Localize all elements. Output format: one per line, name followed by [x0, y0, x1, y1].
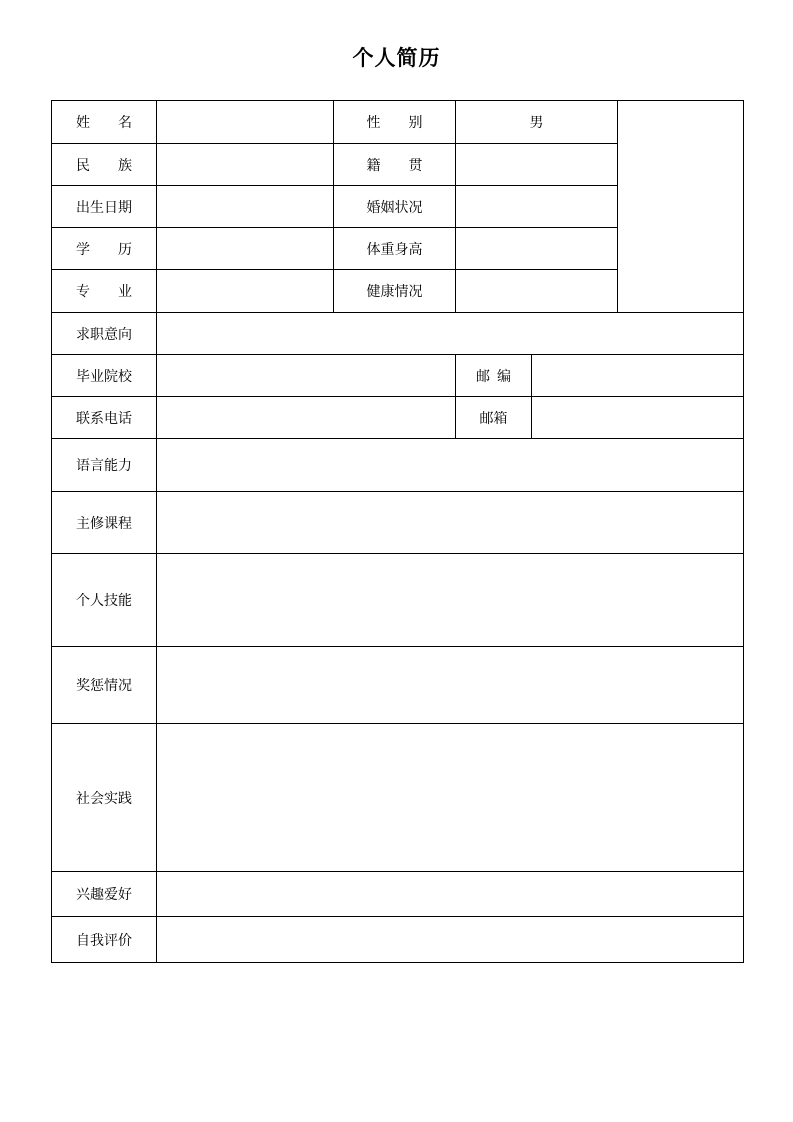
marital-status-value[interactable]: [456, 186, 618, 228]
major-value[interactable]: [157, 270, 334, 313]
school-label: 毕业院校: [52, 355, 157, 397]
row-self-evaluation: [52, 917, 744, 963]
school-value[interactable]: [157, 355, 456, 397]
self-evaluation-value[interactable]: [157, 917, 744, 963]
row-school-postcode: [52, 355, 744, 397]
major-label: 专 业: [52, 270, 157, 313]
gender-label: 性 别: [334, 101, 456, 144]
marital-status-label: 婚姻状况: [334, 186, 456, 228]
phone-label: 联系电话: [52, 397, 157, 439]
social-practice-value[interactable]: [157, 724, 744, 872]
height-weight-label: 体重身高: [334, 228, 456, 270]
resume-table: [51, 100, 744, 963]
row-hobbies: [52, 872, 744, 917]
gender-value[interactable]: 男: [456, 101, 618, 144]
name-label: 姓 名: [52, 101, 157, 144]
skills-label: 个人技能: [52, 554, 157, 647]
job-intention-value[interactable]: [157, 313, 744, 355]
awards-value[interactable]: [157, 647, 744, 724]
email-label: 邮箱: [456, 397, 532, 439]
courses-label: 主修课程: [52, 492, 157, 554]
health-value[interactable]: [456, 270, 618, 313]
hobbies-value[interactable]: [157, 872, 744, 917]
row-name-gender: [52, 101, 744, 144]
birth-date-label: 出生日期: [52, 186, 157, 228]
height-weight-value[interactable]: [456, 228, 618, 270]
photo-box[interactable]: [618, 101, 744, 313]
hobbies-label: 兴趣爱好: [52, 872, 157, 917]
postcode-value[interactable]: [532, 355, 744, 397]
ethnicity-value[interactable]: [157, 144, 334, 186]
job-intention-label: 求职意向: [52, 313, 157, 355]
health-label: 健康情况: [334, 270, 456, 313]
phone-value[interactable]: [157, 397, 456, 439]
courses-value[interactable]: [157, 492, 744, 554]
row-skills: [52, 554, 744, 647]
row-courses: [52, 492, 744, 554]
email-value[interactable]: [532, 397, 744, 439]
language-label: 语言能力: [52, 439, 157, 492]
language-value[interactable]: [157, 439, 744, 492]
education-label: 学 历: [52, 228, 157, 270]
native-place-value[interactable]: [456, 144, 618, 186]
native-place-label: 籍 贯: [334, 144, 456, 186]
postcode-label: 邮 编: [456, 355, 532, 397]
social-practice-label: 社会实践: [52, 724, 157, 872]
row-job-intention: [52, 313, 744, 355]
self-evaluation-label: 自我评价: [52, 917, 157, 963]
row-social-practice: [52, 724, 744, 872]
awards-label: 奖惩情况: [52, 647, 157, 724]
education-value[interactable]: [157, 228, 334, 270]
ethnicity-label: 民 族: [52, 144, 157, 186]
row-phone-email: [52, 397, 744, 439]
row-awards: [52, 647, 744, 724]
skills-value[interactable]: [157, 554, 744, 647]
page-title: 个人简历: [352, 46, 441, 70]
birth-date-value[interactable]: [157, 186, 334, 228]
row-language: [52, 439, 744, 492]
name-value[interactable]: [157, 101, 334, 144]
